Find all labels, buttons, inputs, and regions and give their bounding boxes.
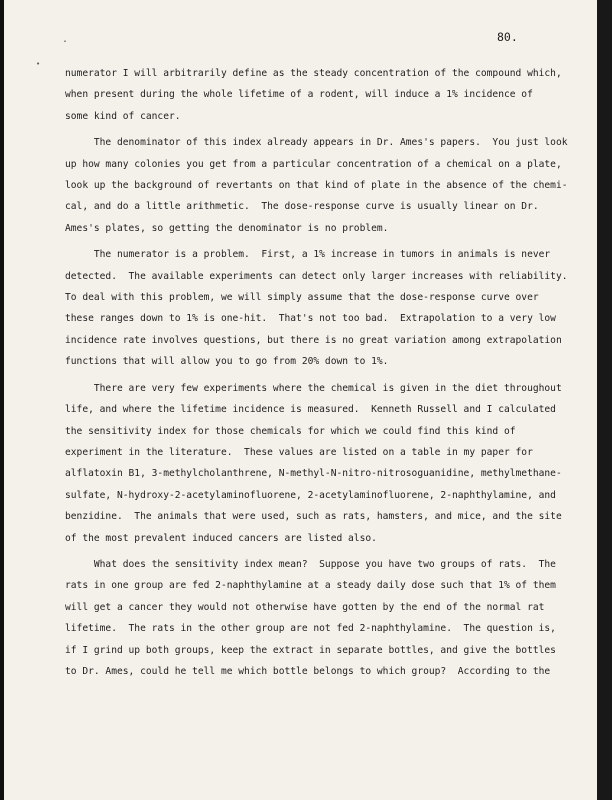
document-page <box>4 0 597 800</box>
text-line: to Dr. Ames, could he tell me which bottle belongs to which group? According to the <box>65 665 551 677</box>
text-line: rats in one group are fed 2-naphthylamine at a steady daily dose such that 1% of them <box>65 580 556 592</box>
stray-mark-dot: . <box>62 34 69 45</box>
text-line: the sensitivity index for those chemicals for which we could find this kind of <box>65 425 516 437</box>
text-line: To deal with this problem, we will simply assume that the dose-response curve over <box>65 292 539 304</box>
text-line: will get a cancer they would not otherwise have gotten by the end of the normal rat <box>65 601 545 613</box>
text-line: functions that will allow you to go from 20% down to 1%. <box>65 356 389 368</box>
text-line: Ames's plates, so getting the denominator is no problem. <box>65 222 389 234</box>
text-line: if I grind up both groups, keep the extract in separate bottles, and give the bottles <box>65 644 556 656</box>
text-line: lifetime. The rats in the other group are not fed 2-naphthylamine. The question is, <box>65 623 556 635</box>
text-line: when present during the whole lifetime of a rodent, will induce a 1% incidence of <box>65 89 533 101</box>
text-line: incidence rate involves questions, but there is no great variation among extrapolation <box>65 334 562 346</box>
text-line: There are very few experiments where the chemical is given in the diet throughout <box>65 382 562 394</box>
text-line: What does the sensitivity index mean? Suppose you have two groups of rats. The <box>65 558 556 570</box>
page-number: 80. <box>497 30 518 44</box>
text-line: experiment in the literature. These values are listed on a table in my paper for <box>65 446 533 458</box>
text-line: look up the background of revertants on that kind of plate in the absence of the chemi- <box>65 180 568 192</box>
text-line: numerator I will arbitrarily define as the steady concentration of the compound which, <box>65 68 562 79</box>
text-line: life, and where the lifetime incidence is measured. Kenneth Russell and I calculated <box>65 404 556 416</box>
stray-mark-bullet: • <box>36 60 41 68</box>
text-line: of the most prevalent induced cancers are listed also. <box>65 532 377 544</box>
body-text <box>65 63 585 682</box>
text-line: some kind of cancer. <box>65 110 181 122</box>
text-line: alflatoxin B1, 3-methylcholanthrene, N-methyl-N-nitro-nitrosoguanidine, methylmethane- <box>65 468 562 480</box>
text-line: detected. The available experiments can detect only larger increases with reliability. <box>65 270 568 282</box>
text-line: benzidine. The animals that were used, such as rats, hamsters, and mice, and the site <box>65 511 562 523</box>
text-line: sulfate, N-hydroxy-2-acetylaminofluorene, 2-acetylaminofluorene, 2-naphthylamine, and <box>65 489 556 501</box>
text-line: The denominator of this index already appears in Dr. Ames's papers. You just look <box>65 137 568 149</box>
text-line: The numerator is a problem. First, a 1% increase in tumors in animals is never <box>65 249 551 261</box>
text-line: these ranges down to 1% is one-hit. That's not too bad. Extrapolation to a very low <box>65 313 556 325</box>
scan-shadow <box>597 0 612 800</box>
text-line: up how many colonies you get from a particular concentration of a chemical on a plate, <box>65 158 562 170</box>
text-line: cal, and do a little arithmetic. The dose-response curve is usually linear on Dr. <box>65 201 539 213</box>
